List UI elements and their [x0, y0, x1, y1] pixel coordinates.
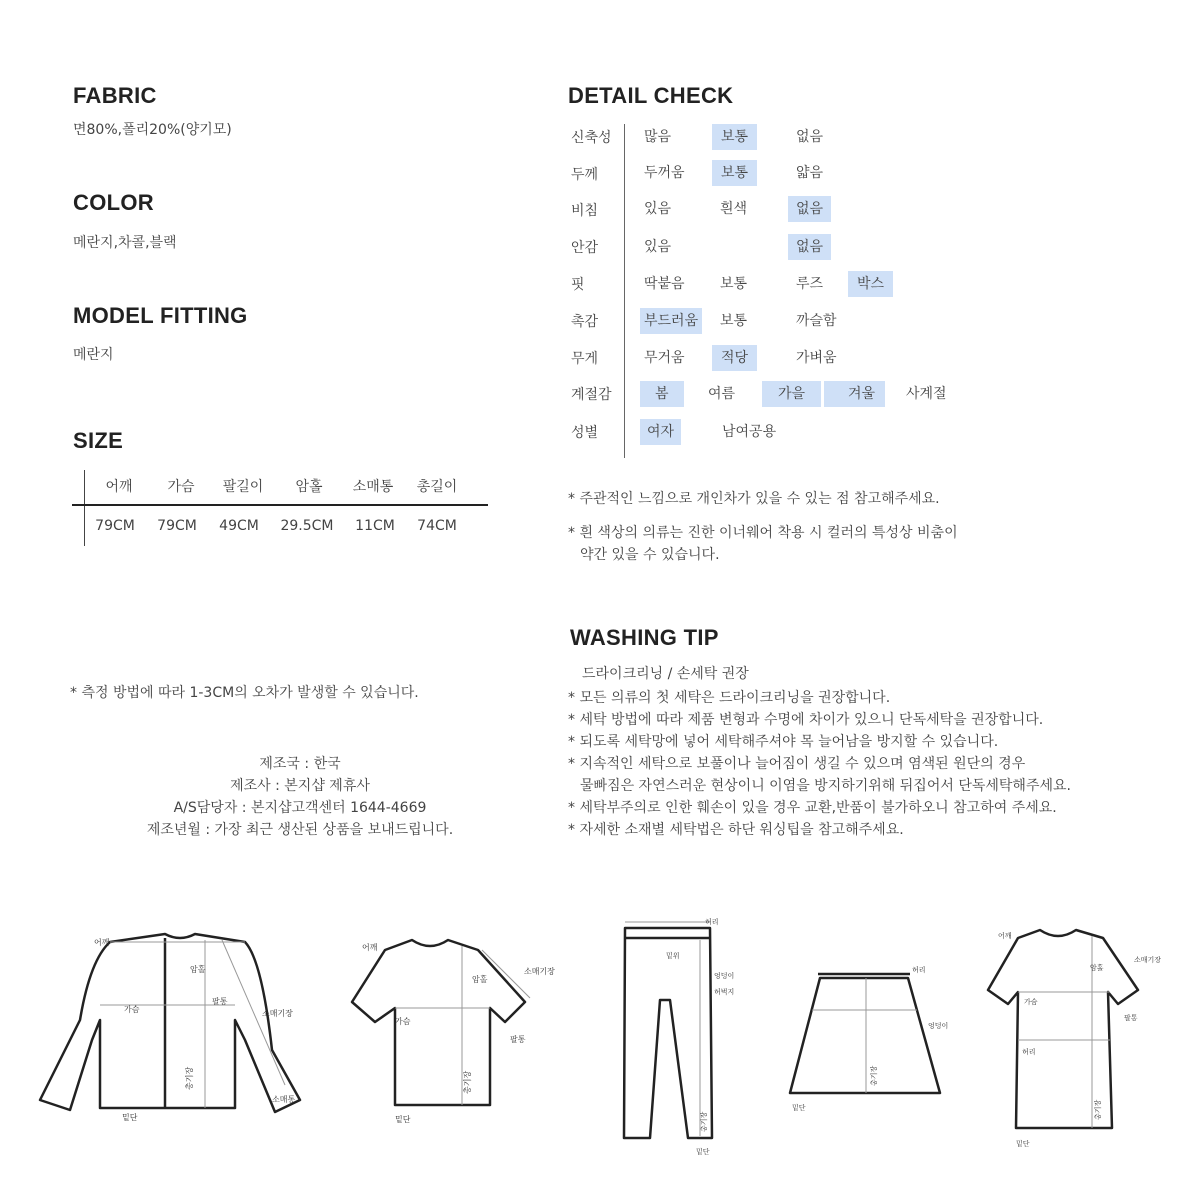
washing-line: * 자세한 소재별 세탁법은 하단 워싱팁을 참고해주세요. [568, 822, 904, 838]
size-table-vertical-rule [84, 470, 85, 546]
washing-line: * 모든 의류의 첫 세탁은 드라이크리닝을 권장합니다. [568, 690, 891, 706]
detail-label-lining: 안감 [571, 240, 599, 256]
jacket-label-sleeve-length: 소매기장 [262, 1009, 293, 1018]
pants-label-waist: 허리 [705, 918, 719, 926]
manufacture-date: 제조년월 : 가장 최근 생산된 상품을 보내드립니다. [146, 822, 454, 838]
size-header-shoulder: 어깨 [105, 479, 133, 495]
size-header-arm-length: 팔길이 [222, 479, 264, 495]
size-value-cuff: 11CM [355, 518, 395, 534]
detail-option: 없음 [796, 129, 824, 145]
detail-option-selected: 겨울 [824, 381, 885, 407]
detail-option: 사계절 [906, 386, 947, 402]
manufacture-country: 제조국 : 한국 [259, 756, 341, 772]
detail-check-title: DETAIL CHECK [568, 83, 734, 108]
detail-option-selected: 보통 [712, 124, 757, 150]
dress-label-waist: 허리 [1022, 1048, 1036, 1056]
dress-label-chest: 가슴 [1024, 998, 1038, 1006]
skirt-outline [790, 978, 940, 1093]
detail-option-selected: 박스 [848, 271, 893, 297]
dress-label-sleeve-width: 팔통 [1124, 1014, 1138, 1022]
tshirt-label-shoulder: 어깨 [362, 943, 378, 952]
detail-option: 가벼움 [796, 350, 837, 366]
tshirt-label-chest: 가슴 [395, 1017, 411, 1026]
size-table-horizontal-rule [72, 504, 488, 506]
detail-note-white-garment: * 흰 색상의 의류는 진한 이너웨어 착용 시 컬러의 특성상 비춤이 [568, 525, 958, 541]
detail-option: 얇음 [796, 165, 824, 181]
jacket-label-shoulder: 어깨 [94, 938, 110, 947]
detail-note-white-garment-cont: 약간 있을 수 있습니다. [580, 547, 720, 563]
detail-option: 까슬함 [796, 313, 837, 329]
detail-label-fit: 핏 [571, 277, 585, 293]
jacket-label-sleeve-width: 팔통 [212, 997, 228, 1006]
pants-label-hip: 엉덩이 [714, 972, 735, 980]
pants-label-length: 총기장 [700, 1111, 708, 1132]
detail-option-selected: 봄 [640, 381, 684, 407]
detail-label-thickness: 두께 [571, 167, 599, 183]
fabric-value: 면80%,폴리20%(양기모) [73, 122, 232, 138]
fabric-title: FABRIC [73, 83, 157, 108]
dress-label-shoulder: 어깨 [998, 932, 1012, 940]
size-header-armhole: 암홀 [295, 479, 323, 495]
skirt-label-length: 총기장 [870, 1065, 878, 1086]
dress-label-sleeve-length: 소매기장 [1134, 956, 1162, 964]
size-value-chest: 79CM [157, 518, 197, 534]
skirt-label-hip: 엉덩이 [928, 1022, 949, 1030]
detail-label-season: 계절감 [571, 387, 612, 403]
detail-option: 있음 [644, 239, 672, 255]
detail-option-selected: 보통 [712, 160, 757, 186]
detail-option-selected: 부드러움 [640, 308, 702, 334]
tshirt-sleeve-guide [482, 950, 530, 998]
tshirt-label-sleeve-width: 팔통 [510, 1035, 526, 1044]
detail-option: 딱붙음 [644, 276, 685, 292]
detail-label-elasticity: 신축성 [571, 130, 612, 146]
measurement-diagrams [0, 900, 1200, 1170]
model-fitting-title: MODEL FITTING [73, 303, 248, 328]
detail-option: 무거움 [644, 350, 685, 366]
size-value-arm-length: 49CM [219, 518, 259, 534]
detail-label-weight: 무게 [571, 351, 599, 367]
jacket-label-armhole: 암홀 [190, 965, 206, 974]
size-value-length: 74CM [417, 518, 457, 534]
jacket-label-cuff: 소매통 [272, 1095, 296, 1104]
dress-label-hem: 밑단 [1016, 1140, 1030, 1148]
washing-line: * 세탁부주의로 인한 훼손이 있을 경우 교환,반품이 불가하오니 참고하여 주세요. [568, 800, 1057, 816]
jacket-outline [40, 934, 300, 1112]
pants-label-hem: 밑단 [696, 1148, 710, 1156]
detail-label-gender: 성별 [571, 425, 599, 441]
detail-option-selected: 적당 [712, 345, 757, 371]
size-header-chest: 가슴 [167, 479, 195, 495]
tshirt-outline [352, 940, 525, 1105]
tshirt-label-armhole: 암홀 [472, 975, 488, 984]
tshirt-label-hem: 밑단 [395, 1115, 411, 1124]
detail-option: 보통 [720, 276, 748, 292]
measure-note: * 측정 방법에 따라 1-3CM의 오차가 발생할 수 있습니다. [70, 685, 419, 701]
size-value-armhole: 29.5CM [280, 518, 334, 534]
washing-line: * 지속적인 세탁으로 보풀이나 늘어짐이 생길 수 있으며 염색된 원단의 경우 [568, 756, 1026, 772]
size-header-cuff: 소매통 [352, 479, 394, 495]
color-value: 메란지,차콜,블랙 [73, 235, 177, 251]
detail-option-selected: 없음 [788, 234, 831, 260]
detail-label-texture: 촉감 [571, 314, 599, 330]
skirt-label-waist: 허리 [912, 966, 926, 974]
jacket-label-chest: 가슴 [124, 1005, 140, 1014]
dress-label-armhole: 암홀 [1090, 964, 1104, 972]
tshirt-label-length: 총기장 [463, 1070, 472, 1094]
manufacture-as-contact: A/S담당자 : 본지샵고객센터 1644-4669 [173, 800, 427, 816]
detail-option: 많음 [644, 129, 672, 145]
washing-line: * 세탁 방법에 따라 제품 변형과 수명에 차이가 있으니 단독세탁을 권장합니다. [568, 712, 1044, 728]
detail-option: 흰색 [720, 201, 748, 217]
jacket-label-hem: 밑단 [122, 1113, 138, 1122]
washing-tip-title: WASHING TIP [570, 625, 719, 650]
size-table [84, 464, 488, 548]
size-title: SIZE [73, 428, 124, 453]
pants-label-thigh: 허벅지 [714, 988, 735, 996]
detail-option-selected: 없음 [788, 196, 831, 222]
detail-option: 남여공용 [722, 424, 777, 440]
washing-line: * 되도록 세탁망에 넣어 세탁해주셔야 목 늘어남을 방지할 수 있습니다. [568, 734, 999, 750]
model-fitting-value: 메란지 [73, 347, 114, 363]
pants-label-rise: 밑위 [666, 952, 680, 960]
tshirt-label-sleeve-length: 소매기장 [524, 967, 555, 976]
detail-option: 루즈 [796, 276, 824, 292]
skirt-label-hem: 밑단 [792, 1104, 806, 1112]
size-header-length: 총길이 [416, 479, 458, 495]
detail-label-sheerness: 비침 [571, 203, 599, 219]
jacket-label-length: 총기장 [185, 1066, 194, 1090]
dress-outline [988, 930, 1138, 1128]
detail-option-selected: 가을 [762, 381, 821, 407]
manufacture-maker: 제조사 : 본지샵 제휴사 [230, 778, 370, 794]
detail-option: 두꺼움 [644, 165, 685, 181]
washing-line: 물빠짐은 자연스러운 현상이니 이염을 방지하기위해 뒤집어서 단독세탁해주세요. [580, 778, 1071, 794]
color-title: COLOR [73, 190, 154, 215]
dress-label-length: 총기장 [1094, 1099, 1102, 1120]
detail-option: 있음 [644, 201, 672, 217]
detail-note-subjective: * 주관적인 느낌으로 개인차가 있을 수 있는 점 참고해주세요. [568, 491, 940, 507]
size-value-shoulder: 79CM [95, 518, 135, 534]
washing-line: 드라이크리닝 / 손세탁 권장 [582, 666, 749, 682]
detail-option: 보통 [720, 313, 748, 329]
detail-option: 여름 [708, 386, 736, 402]
detail-check-divider [624, 124, 625, 458]
detail-option-selected: 여자 [640, 419, 681, 445]
